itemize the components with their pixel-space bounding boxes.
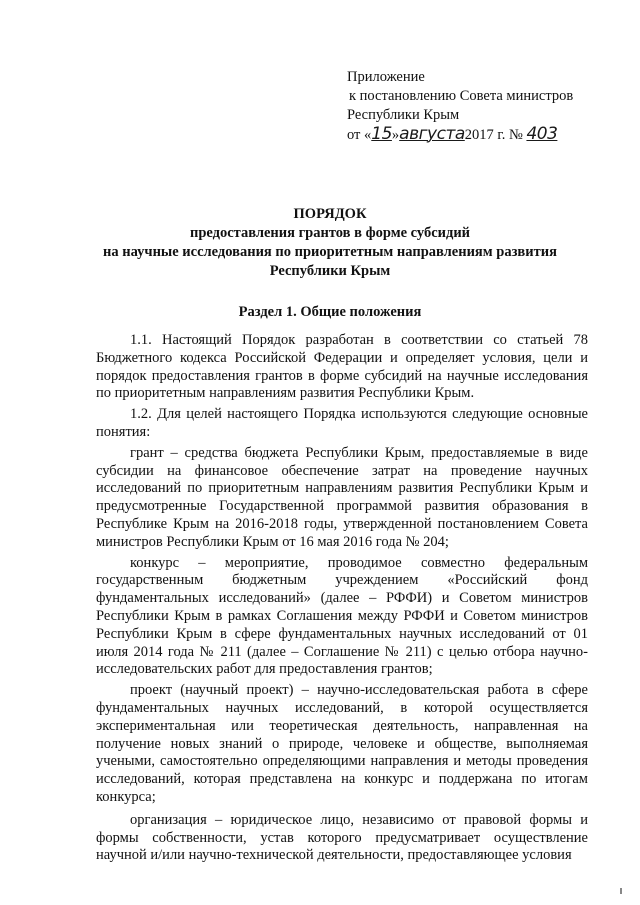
- appendix-header: [347, 68, 573, 145]
- title-line-2: предоставления грантов в форме субсидий: [189, 225, 471, 241]
- appendix-date-line: [347, 125, 573, 145]
- date-prefix: от «: [347, 127, 372, 143]
- definition-project: проект (научный проект) – научно-исследовательская работа в сфере фундаментальных научных исследований, в которой осуществляется экспериментальная или теоретическая деятельность, направленная на получение новых знаний о природе, человеке и обществе, выполняемая учеными, самостоятельно определяющими направления и методы проведения исследований, которая представлена на конкурс и поддержана по итогам конкурса;: [96, 682, 588, 805]
- appendix-label: Приложение: [347, 69, 425, 85]
- scan-speck: [620, 888, 622, 894]
- date-year: 2017 г. №: [464, 127, 523, 143]
- paragraph-1-1: 1.1. Настоящий Порядок разработан в соответствии со статьей 78 Бюджетного кодекса Российской Федерации и определяет условия, цели и порядок предоставления грантов в форме субсидий на научные исследования по приоритетным направлениям развития Республики Крым.: [96, 332, 588, 402]
- definition-organization: организация – юридическое лицо, независимо от правовой формы и формы собственности, устав которого предусматривает осуществление научной и/или научно-технической деятельности, предоставляющее условия: [96, 811, 588, 864]
- title-line-1: ПОРЯДОК: [293, 206, 367, 222]
- definition-grant: грант – средства бюджета Республики Крым, предоставляемые в виде субсидии на финансовое обеспечение затрат на проведение научных исследований по приоритетным направлениям развития Республики Крым и предусмотренные Государственной программой развития образования в Республике Крым на 2016-2018 годы, утвержденной постановлением Совета министров Республики Крым от 16 мая 2016 года № 204;: [96, 444, 588, 550]
- section-heading: Раздел 1. Общие положения: [238, 304, 422, 320]
- document-body: [96, 332, 588, 868]
- definition-contest: конкурс – мероприятие, проводимое совместно федеральным государственным бюджетным учреждением «Российский фонд фундаментальных исследований» (далее – РФФИ) и Советом министров Республики Крым в рамках Соглашения между РФФИ и Советом министров Республики Крым в сфере фундаментальных научных исследований от 01 июля 2014 года № 211 (далее – Соглашение № 211) с целью отбора научно-исследовательских работ для предоставления грантов;: [96, 554, 588, 678]
- title-line-4: Республики Крым: [269, 263, 391, 279]
- title-line-3: на научные исследования по приоритетным направлениям развития: [103, 244, 557, 260]
- appendix-resolution-ref: к постановлению Совета министров: [349, 88, 574, 104]
- handwritten-month: августа: [399, 124, 465, 144]
- handwritten-number: 403: [526, 124, 558, 144]
- appendix-republic: Республики Крым: [347, 107, 460, 123]
- handwritten-day: 15: [371, 124, 392, 144]
- date-quote: »: [391, 127, 400, 143]
- document-title: [40, 205, 620, 281]
- paragraph-1-2: 1.2. Для целей настоящего Порядка используются следующие основные понятия:: [96, 406, 588, 440]
